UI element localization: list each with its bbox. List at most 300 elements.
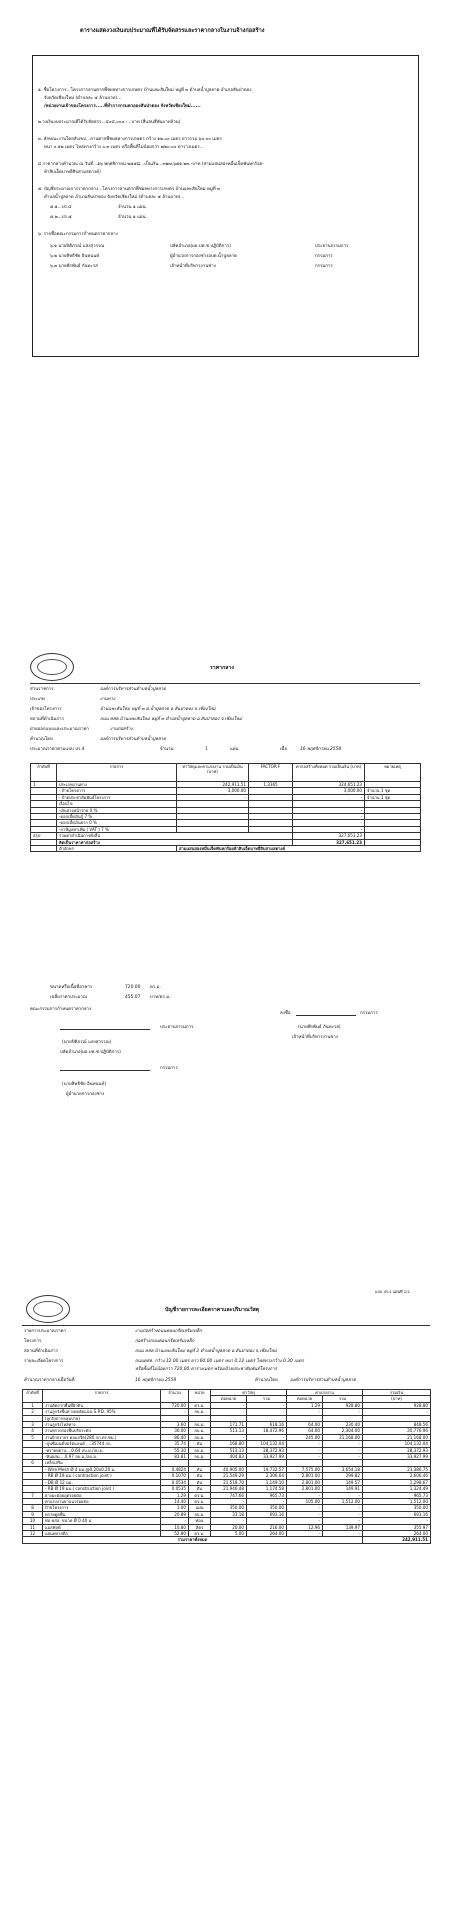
row-no: 1 [31, 782, 57, 788]
boq-row-labor-total: 149.57 [323, 1479, 363, 1485]
field-form-qty: 1 [205, 747, 208, 752]
boq-row-qty: 0.4824 [161, 1466, 189, 1472]
item-2-budget: ๒.วงเงินงบประมาณที่ได้รับจัดสรร...๔๐๔,๐๐๐.-...บาท (สี่แสนสี่พันบาทถ้วน) [38, 120, 181, 125]
item-4-median-price: ๔.ราคากลางคำนวณ ณ วันที่...๑๖ พฤศจิกายน ๒๕๕๘...เป็นเงิน...๓๒๗,๖๕๑.๒๓.-บาท (สามแสนสองหมื่นเจ็ดพันหกร้อย- [38, 162, 264, 167]
member2-name: (นายสิทธิชัย อินทนนท์) [62, 1082, 107, 1087]
row-total-cost: - [293, 826, 365, 832]
committee-member-1-position: ปลัดอำเภอ(ผอ.ปค.ช.ปฏิบัติการ) [170, 244, 231, 249]
bill-of-quantities-table [22, 1389, 431, 1544]
col-remark: หมายเหตุ [365, 764, 421, 782]
boq-col-sum: รวมเงิน [363, 1390, 431, 1396]
item-5-2: ๕.๒...ปร.๕ [50, 215, 72, 220]
boq-row-unit: ท่อน [189, 1518, 211, 1524]
boq-row-qty: 3.60 [161, 1422, 189, 1428]
boq-row-material-total: 1,149.10 [247, 1479, 287, 1485]
row-remark: จำนวน 1 ชุด [365, 788, 421, 794]
boq-col-unit: หน่วย [189, 1390, 211, 1403]
boq-row-qty: 86.40 [161, 1434, 189, 1440]
field-date-label: คำนวณราคากลางเมื่อวันที่ [24, 1378, 75, 1383]
boq-row-labor-per: - [287, 1447, 323, 1453]
boq-row-item: งานลูกรังไหล่ทาง [43, 1422, 161, 1428]
boq-col-sum-unit: (บาท) [363, 1396, 431, 1402]
boq-row-labor-per: 12.96 [287, 1524, 323, 1530]
field-estimate-label: รายการประมาณราคา [24, 1329, 67, 1334]
construction-price-label: คิดเป็นราคาค่าก่อสร้าง [57, 839, 293, 845]
item-5-1: ๕.๑...ปร.๔ [50, 205, 72, 210]
boq-row-qty: 35.74 [161, 1441, 189, 1447]
median-price-table [30, 763, 421, 852]
boq-row-item: งานทรายรองพื้นปรับระดับ [43, 1428, 161, 1434]
boq-col-no: ลำดับที่ [23, 1390, 43, 1403]
boq-row-no: 1 [23, 1402, 43, 1408]
boq-row-material-per: 21,549.29 [211, 1473, 247, 1479]
boq-row-unit: ตร.ม. [189, 1498, 211, 1504]
boq-row-labor-per: 64.00 [287, 1428, 323, 1434]
page-1-summary [0, 0, 450, 520]
boq-row-sum: 355.97 [363, 1524, 431, 1530]
signature-label: ลงชื่อ [280, 1011, 291, 1016]
boq-row-material-total: - [247, 1434, 287, 1440]
boq-row-material-total: 19,732.57 [247, 1466, 287, 1472]
boq-row-material-total: 350.00 [247, 1505, 287, 1511]
boq-row-labor-total: - [323, 1409, 363, 1415]
boq-row-material-total: - [247, 1409, 287, 1415]
sum-label: สรุป [31, 833, 57, 839]
boq-row-labor-per: 2,801.00 [287, 1479, 323, 1485]
boq-row-item: งานลูกรังพื้นทางบดอัดแน่น S.P.D. 95% [43, 1409, 161, 1415]
field-detail-value: ถนนคสล. กว้าง 12.00 เมตร ยาว 60.00 เมตร หนา 0.12 เมตร ไหล่ทางกว้าง 0.30 เมตร [135, 1359, 304, 1364]
item-6-committee: ๖. รายชื่อคณะกรรมการกำหนดราคากลาง [38, 232, 118, 237]
boq-row-labor-per: 105.00 [287, 1498, 323, 1504]
committee-member-2-position: ผู้อำนวยการกองช่างอบต.น้ำปูลลาด [170, 254, 237, 259]
field-detail-label: รายละเอียดโครงการ [24, 1359, 64, 1364]
boq-row-qty: 720.00 [161, 1402, 189, 1408]
boq-row-material-total: 33,927.99 [247, 1454, 287, 1460]
boq-row-no: 6 [23, 1460, 43, 1466]
boq-row-no: 5 [23, 1434, 43, 1440]
chair-signature-line [60, 1029, 150, 1030]
boq-row-item: ป้ายโครงการ [43, 1505, 161, 1511]
boq-row-labor-per: 7,575.00 [287, 1466, 323, 1472]
boq-row-material-per: - [211, 1518, 247, 1524]
boq-row-labor-total: - [323, 1505, 363, 1511]
page-3-heading: บัญชีรายการละเอียดราคาและปริมาณวัสดุ [165, 1307, 260, 1313]
sum-row-words [31, 846, 421, 852]
boq-row-sum: 965.73 [363, 1492, 431, 1498]
median-table-header [31, 764, 421, 782]
row-item: -ดอกเบี้ยเงินฝาก 0 % [57, 820, 177, 826]
row-total-cost: - [293, 794, 365, 800]
boq-row-qty: 0.0535 [161, 1486, 189, 1492]
boq-row-item: -ปูนซีเมนต์ปอร์ตแลนด์ ....35744 กก. [43, 1441, 161, 1447]
row-total-cost: - [293, 807, 365, 813]
committee-member-2: ๖.๒ นายสิทธิชัย อินทนนท์ [50, 254, 100, 259]
committee-heading: คณะกรรมการกำหนดราคากลาง [30, 1007, 92, 1012]
boq-row-qty: 83.81 [161, 1454, 189, 1460]
boq-row-labor-total: - [323, 1518, 363, 1524]
field-design-label: ฝ่ายออกแบบและประมาณราคา [30, 727, 89, 732]
boq-row-item: เหล็กเสริม [43, 1460, 161, 1466]
member3-role: กรรมการ [360, 1011, 378, 1016]
boq-col-labor-per: ต่อหน่วย [287, 1396, 323, 1402]
boq-row-no: 10 [23, 1518, 43, 1524]
boq-row-qty: - [161, 1409, 189, 1415]
boq-row-item: -ทรายหยาบ....0.64 ลบ.ม./ลบ.ม. [43, 1447, 161, 1453]
boq-row-labor-total: - [323, 1454, 363, 1460]
boq-row-labor-per: - [287, 1409, 323, 1415]
boq-total-value: 242,911.51 [363, 1537, 431, 1543]
boq-row-labor-per: - [287, 1441, 323, 1447]
row-item: เงื่อนไข [57, 801, 177, 807]
boq-row-item: - RB Ø 19 มม.( construction joint ) [43, 1486, 161, 1492]
boq-row-material-total: 28,372.93 [247, 1447, 287, 1453]
boq-row-material-per: 747.66 [211, 1492, 247, 1498]
boq-row-material-per: 404.83 [211, 1454, 247, 1460]
boq-row-item: แผ่นพลาสติก [43, 1530, 161, 1536]
row-item: -เงินล่วงหน้าจ่าย 0 % [57, 807, 177, 813]
boq-row-no: 4 [23, 1428, 43, 1434]
boq-col-labor-total: รวม [323, 1396, 363, 1402]
boq-row-labor-per: 245.00 [287, 1434, 323, 1440]
boq-row-material-total: 2,306.64 [247, 1473, 287, 1479]
boq-row-qty: 0.1070 [161, 1473, 189, 1479]
boq-row-labor-total: 1,512.00 [323, 1498, 363, 1504]
boq-row-material-total: 1,174.58 [247, 1486, 287, 1492]
boq-row-unit: แผ่น [189, 1505, 211, 1511]
member3-position: เจ้าหน้าที่บริหารงานช่าง [292, 1035, 338, 1040]
heading-rule [22, 1325, 430, 1326]
construction-price-value: 327,651.23 [293, 839, 365, 845]
boq-row-qty: 14.40 [161, 1498, 189, 1504]
item-1-project-cont: จังหวัดเชียงใหม่ (ตำบลละ ๕ ล้านบาท)... [44, 96, 122, 101]
avg-price-value: 455.07 [125, 995, 141, 1000]
col-item: รายการ [57, 764, 177, 782]
boq-row-sum: 2,606.46 [363, 1473, 431, 1479]
row-item: -ดอกเบี้ยเงินกู้ 7 % [57, 814, 177, 820]
field-site-value: ถนน คสล.บ้านแพะสันใหม่ หมู่ที่ 3 ตำบลน้ำปูลลาด อ.สันป่าตอง จ.เชียงใหม่ [135, 1349, 277, 1354]
page-2-median-price [0, 645, 450, 1245]
boq-row-unit: ตัน [189, 1441, 211, 1447]
page-3-bill-of-quantities [0, 1285, 450, 1895]
boq-row-unit: ลบ.ม. [189, 1422, 211, 1428]
boq-row-no: 3 [23, 1422, 43, 1428]
boq-total-label: รวมราคาทั้งหมด [23, 1537, 363, 1543]
words-label: ตัวอักษร [57, 846, 177, 852]
row-item: ประเภทงานทาง [57, 782, 177, 788]
item-5-1-count: จำนวน ๑ แผ่น. [118, 205, 147, 210]
boq-row-material-per: - [211, 1434, 247, 1440]
field-site-label: สถานที่ดำเนินการ [24, 1349, 59, 1354]
chair-role: ประธานกรรมการ [160, 1025, 194, 1030]
boq-row-material-per: 40,905.00 [211, 1466, 247, 1472]
field-type-value: งานทาง [100, 697, 116, 702]
government-logo [30, 653, 74, 681]
government-logo [26, 1295, 70, 1323]
boq-row-item: ท่อ คสล. ขนาด Ø 0.40 ม. [43, 1518, 161, 1524]
row-total-cost: 324,651.23 [293, 782, 365, 788]
boq-row-unit: ตร.ม. [189, 1402, 211, 1408]
avg-price-label: เฉลี่ยราคาประมาณ [50, 995, 87, 1000]
field-location-label: สถานที่ดำเนินการ [30, 717, 65, 722]
boq-row-unit: ลบ.ม. [189, 1447, 211, 1453]
row-material-labor: - [177, 794, 249, 800]
boq-row-labor-total: 928.80 [323, 1402, 363, 1408]
boq-row-sum: 350.00 [363, 1505, 431, 1511]
boq-col-material-total: รวม [247, 1396, 287, 1402]
member2-position: ผู้อำนวยการกองช่าง [66, 1092, 105, 1097]
boq-row-no: 12 [23, 1530, 43, 1536]
field-owner-value: บ้านแพะสันใหม่ หมู่ที่ ๓ ต.น้ำปูลลาด อ.สันป่าตอง จ.เชียงใหม่ [100, 707, 216, 712]
boq-row-labor-per: - [287, 1518, 323, 1524]
boq-row-material-total: 618.16 [247, 1422, 287, 1428]
boq-row-item: ทรายดูดพื้น [43, 1511, 161, 1517]
boq-row-item: แอสฟัลท์ [43, 1524, 161, 1530]
member2-role: กรรมการ [160, 1066, 178, 1071]
field-calculated-by-value: องค์การบริหารส่วนตำบลน้ำปูลลาด [100, 737, 166, 742]
sum-total-value: 327,651.23 [293, 833, 365, 839]
boq-row-no: 2 [23, 1409, 43, 1415]
boq-col-material-per: ต่อหน่วย [211, 1396, 247, 1402]
boq-row-unit: ลบ.ม. [189, 1511, 211, 1517]
item-5-estimate: ๕. บัญชีประมาณการราคากลาง...โครงการลานตากพืชผลทางการเกษตร บ้านแพะสันใหม่ หมู่ที่ ๓ [38, 187, 221, 192]
item-3-description: ๓. ลักษณะงานโดยสังเขป...ลานตากพืชผลทางการเกษตร กว้าง ๑๒.๐๐ เมตร ยาวรวม ๖๐.๐๐ เมตร [38, 137, 222, 142]
boq-row-unit: ตร.ม. [189, 1492, 211, 1498]
boq-row-labor-total: 3,654.18 [323, 1466, 363, 1472]
boq-row-material-total: - [247, 1518, 287, 1524]
amount-in-words: สามแสนสองหมื่นเจ็ดพันหกร้อยห้าสิบเอ็ดบาทยี่สิบสามสตางค์ [177, 846, 421, 852]
item-5-2-count: จำนวน ๑ แผ่น. [118, 215, 147, 220]
committee-member-1: ๖.๑ นายปิติภรณ์ แสงสุวรรณ [50, 244, 105, 249]
boq-row-material-total: 104,132.04 [247, 1441, 287, 1447]
area-value: 720.00 [125, 985, 141, 990]
boq-row-material-per: 21,946.48 [211, 1486, 247, 1492]
boq-row-unit: ลบ.ม. [189, 1428, 211, 1434]
boq-row-item: -หินผสม....0.97 ลบ.ม./ลบ.ม. [43, 1454, 161, 1460]
col-factor: FACTOR F [249, 764, 293, 782]
boq-row-qty: 0.0534 [161, 1479, 189, 1485]
row-material-labor: 242,911.51 [177, 782, 249, 788]
boq-row-unit: ลบ.ม. [189, 1434, 211, 1440]
boq-row-qty: 20.89 [161, 1511, 189, 1517]
boq-row-labor-total: - [323, 1447, 363, 1453]
item-4-median-price-cont: ห้าสิบเอ็ดบาทยี่สิบสามสตางค์) [44, 170, 101, 175]
boq-row-labor-total: 2,304.00 [323, 1428, 363, 1434]
boq-row-qty: - [161, 1518, 189, 1524]
row-total-cost: 3,000.00 [293, 788, 365, 794]
boq-row-sum: - [363, 1518, 431, 1524]
boq-row-labor-per: - [287, 1505, 323, 1511]
chair-position: ปลัดอำเภอ(ผอ.ปค.ช.ปฏิบัติการ) [60, 1050, 121, 1055]
row-item: - ป้ายโครงการ [57, 788, 177, 794]
item-3-description-cont: หนา ๐.๑๒ เมตร ไหล่ทางกว้าง ๐.๓ เมตร หรือพื้นที่ไม่น้อยกว่า ๗๒๐.๐๐ ตารางเมตร... [44, 145, 204, 150]
field-location-value: ถนน คสล.บ้านแพะสันใหม่ หมู่ที่ ๓ ตำบลน้ำปูลลาด อ.สันป่าตอง จ.เชียงใหม่ [100, 717, 242, 722]
boq-row-qty: 55.30 [161, 1447, 189, 1453]
boq-row-item: (ลูกรังปากหลุมปาย) [43, 1415, 161, 1421]
boq-row-labor-per: - [287, 1454, 323, 1460]
field-form-qty-label: จำนวน [160, 747, 174, 752]
chair-name: (นายปิติภรณ์ แสงสุวรรณ) [62, 1040, 112, 1045]
col-no: ลำดับที่ [31, 764, 57, 782]
boq-col-qty: จำนวน [161, 1390, 189, 1403]
field-type-label: ประเภท [30, 697, 45, 702]
row-remark: จำนวน 1 ชุด [365, 794, 421, 800]
item-1-project: ๑. ชื่อโครงการ...โครงการลานตากพืชผลทางการเกษตร บ้านแพะสันใหม่ หมู่ที่ ๓ ตำบลน้ำปูลลาด อำเภอสันป่าตอง [38, 88, 252, 93]
boq-row-unit: ตร.ม. [189, 1530, 211, 1536]
col-material-labor: ค่าวัสดุและค่าแรงงาน รวมเป็นเงิน (บาท) [177, 764, 249, 782]
field-form-date: 16 พฤศจิกายน 2558 [300, 747, 342, 752]
boq-row-sum: 693.16 [363, 1511, 431, 1517]
member3-name: (นายพีรพันธ์ กันทะรส) [298, 1025, 341, 1030]
boq-row-sum: 928.80 [363, 1402, 431, 1408]
boq-row-material-total: - [247, 1498, 287, 1504]
committee-member-3-role: กรรมการ [315, 264, 333, 269]
boq-row-material-total: 693.16 [247, 1511, 287, 1517]
boq-col-labor: ค่าแรงงาน [287, 1390, 363, 1396]
boq-row-qty: 52.80 [161, 1530, 189, 1536]
boq-row-sum: 848.56 [363, 1422, 431, 1428]
boq-row-sum: 33,927.99 [363, 1454, 431, 1460]
committee-member-3-position: เจ้าหน้าที่บริหารงานช่าง [170, 264, 216, 269]
boq-row-labor-total: 149.91 [323, 1486, 363, 1492]
item-5-estimate-cont: ตำบลน้ำปูลลาด อำเภอสันป่าตอง จังหวัดเชียงใหม่ (ตำบลละ ๕ ล้านบาท)... [44, 195, 185, 200]
boq-row-material-per: 33.18 [211, 1511, 247, 1517]
boq-row-labor-total: 299.82 [323, 1473, 363, 1479]
boq-row-labor-per: - [287, 1530, 323, 1536]
field-calc-by-value: องค์การบริหารส่วนตำบลน้ำปูลลาด [290, 1378, 356, 1383]
boq-row-labor-total: 21,168.00 [323, 1434, 363, 1440]
member3-signature-line [296, 1015, 356, 1016]
boq-row-material-per: 513.13 [211, 1428, 247, 1434]
boq-row-sum: 264.00 [363, 1530, 431, 1536]
boq-row-unit: ตัน [189, 1466, 211, 1472]
boq-row-material-total: 216.00 [247, 1524, 287, 1530]
boq-row-material-total: 264.00 [247, 1530, 287, 1536]
boq-row-material-per: 513.13 [211, 1447, 247, 1453]
boq-row-material-per: 21,518.70 [211, 1479, 247, 1485]
boq-row-material-total: 965.73 [247, 1492, 287, 1498]
form-number: แบบ ปร.4 แผ่นที่ 1/1 [375, 1289, 410, 1294]
boq-row-qty: 36.00 [161, 1428, 189, 1434]
boq-row-labor-total: - [323, 1492, 363, 1498]
boq-row-unit: ลบ.ม. [189, 1409, 211, 1415]
field-form-unit: แผ่น [230, 747, 239, 752]
field-calc-by-label: คำนวณโดย [255, 1378, 278, 1383]
boq-row-sum: 21,168.00 [363, 1434, 431, 1440]
boq-row-material-per: 171.71 [211, 1422, 247, 1428]
field-project-value: ก่อสร้างถนนคอนกรีตเสริมเหล็ก [135, 1339, 195, 1344]
row-total-cost: - [293, 820, 365, 826]
boq-row-labor-per: 2,801.00 [287, 1473, 323, 1479]
sum-total-label: รวมค่าดำเนินการทั้งสิ้น [57, 833, 293, 839]
boq-row-unit: ตัน [189, 1479, 211, 1485]
avg-price-unit: บาท/ตร.ม. [150, 995, 171, 1000]
boq-row-sum: - [363, 1409, 431, 1415]
page-1-title: ตารางแสดงวงเงินงบประมาณที่ได้รับจัดสรรและราคากลางในงานจ้างก่อสร้าง [80, 28, 265, 34]
boq-row-qty: 10.80 [161, 1524, 189, 1530]
boq-row-item: ยางมะตอยอุดรอยต่อ [43, 1492, 161, 1498]
boq-row-item: - RB Ø 19 มม.( contraction joint ) [43, 1473, 161, 1479]
committee-member-2-role: กรรมการ [315, 254, 333, 259]
boq-row-item: ค่าแรงงานยาแนวรอยต่อ [43, 1498, 161, 1504]
area-label: ขนาดหรือเนื้อที่อาคาร [50, 985, 93, 990]
boq-row-no: 9 [23, 1511, 43, 1517]
row-material-labor: 3,000.00 [177, 788, 249, 794]
committee-member-1-role: ประธานกรรมการ [315, 244, 349, 249]
row-total-cost: - [293, 814, 365, 820]
boq-row-labor-total: - [323, 1441, 363, 1447]
boq-row-unit: ลบ.ม. [189, 1454, 211, 1460]
row-factor: 1.3365 [249, 782, 293, 788]
row-item: -ภาษีมูลค่าเพิ่ม ( VAT ) 7 % [57, 826, 177, 832]
field-owner-label: เจ้าของโครงการ [30, 707, 62, 712]
field-estimate-value: งานก่อสร้างถนนคอนกรีตเสริมเหล็ก [135, 1329, 202, 1334]
col-total-cost: ค่าก่อสร้างทั้งหมด รวมเป็นเงิน (บาท) [293, 764, 365, 782]
boq-row-qty: 1.00 [161, 1505, 189, 1511]
boq-row-labor-total: 230.40 [323, 1422, 363, 1428]
boq-row-item: - DB Ø 12 มม. [43, 1479, 161, 1485]
boq-row-labor-total: - [323, 1511, 363, 1517]
boq-row-labor-total: - [323, 1530, 363, 1536]
boq-row-material-per: - [211, 1409, 247, 1415]
member2-signature-line [60, 1070, 150, 1071]
committee-member-3: ๖.๓ นายพีรพันธ์ กันทะรส [50, 264, 98, 269]
boq-row-material-per: - [211, 1402, 247, 1408]
field-form-label: ประมาณราคาตามแบบ ปร.4 [30, 747, 85, 752]
boq-row-sum: 1,324.49 [363, 1486, 431, 1492]
boq-row-material-per: 350.00 [211, 1505, 247, 1511]
boq-row-unit: ตัน [189, 1486, 211, 1492]
page-2-heading: ราคากลาง [210, 665, 234, 671]
boq-row-unit: ตัน [189, 1473, 211, 1479]
field-project-label: โครงการ [24, 1339, 42, 1344]
field-date-value: 16 พฤศจิกายน 2558 [135, 1378, 177, 1383]
boq-row-sum: 104,132.04 [363, 1441, 431, 1447]
boq-row-labor-per: - [287, 1492, 323, 1498]
boq-row-item: - Wire Mesh Ø 4 มม.@0.20x0.20 ม. [43, 1466, 161, 1472]
field-agency-value: องค์การบริหารส่วนตำบลน้ำปูลลาด [100, 687, 166, 692]
field-agency-label: ส่วนราชการ [30, 687, 54, 692]
boq-row-material-total: - [247, 1402, 287, 1408]
field-form-date-label: เมื่อ [280, 747, 288, 752]
boq-row-labor-per: 2,801.00 [287, 1486, 323, 1492]
field-calculated-by-label: คำนวณโดย [30, 737, 53, 742]
boq-row-material-per: 20.00 [211, 1524, 247, 1530]
boq-row-labor-per: 1.29 [287, 1402, 323, 1408]
boq-row-labor-total: 139.97 [323, 1524, 363, 1530]
boq-total-row [23, 1537, 431, 1543]
boq-row-no: 11 [23, 1524, 43, 1530]
boq-row-sum: 20,776.96 [363, 1428, 431, 1434]
boq-row-material-total: 18,472.96 [247, 1428, 287, 1434]
boq-row-qty: 1.29 [161, 1492, 189, 1498]
boq-row-no: 8 [23, 1505, 43, 1511]
boq-row-unit: ลิตร [189, 1524, 211, 1530]
boq-row-no: 7 [23, 1492, 43, 1498]
field-design-value: งานก่อสร้าง [110, 727, 133, 732]
item-1-owner: /หน่วยงานเจ้าของโครงการ.....ที่ทำการกรมควอองสันป่าตอง จังหวัดเชียงใหม่...... [44, 104, 201, 109]
boq-row-material-per: 168.80 [211, 1441, 247, 1447]
boq-row-sum: 1,512.00 [363, 1498, 431, 1504]
boq-col-material: ค่าวัสดุ [211, 1390, 287, 1396]
boq-row-labor-per: 64.00 [287, 1422, 323, 1428]
boq-row-material-per: - [211, 1498, 247, 1504]
boq-row-sum: 23,386.75 [363, 1466, 431, 1472]
boq-row-labor-per: - [287, 1511, 323, 1517]
boq-row-item: งานตัดถากพื้นที่ผิวดิน [43, 1402, 161, 1408]
boq-row-sum: 1,298.67 [363, 1479, 431, 1485]
boq-row-sum: 28,372.93 [363, 1447, 431, 1453]
boq-col-item: รายการ [43, 1390, 161, 1403]
